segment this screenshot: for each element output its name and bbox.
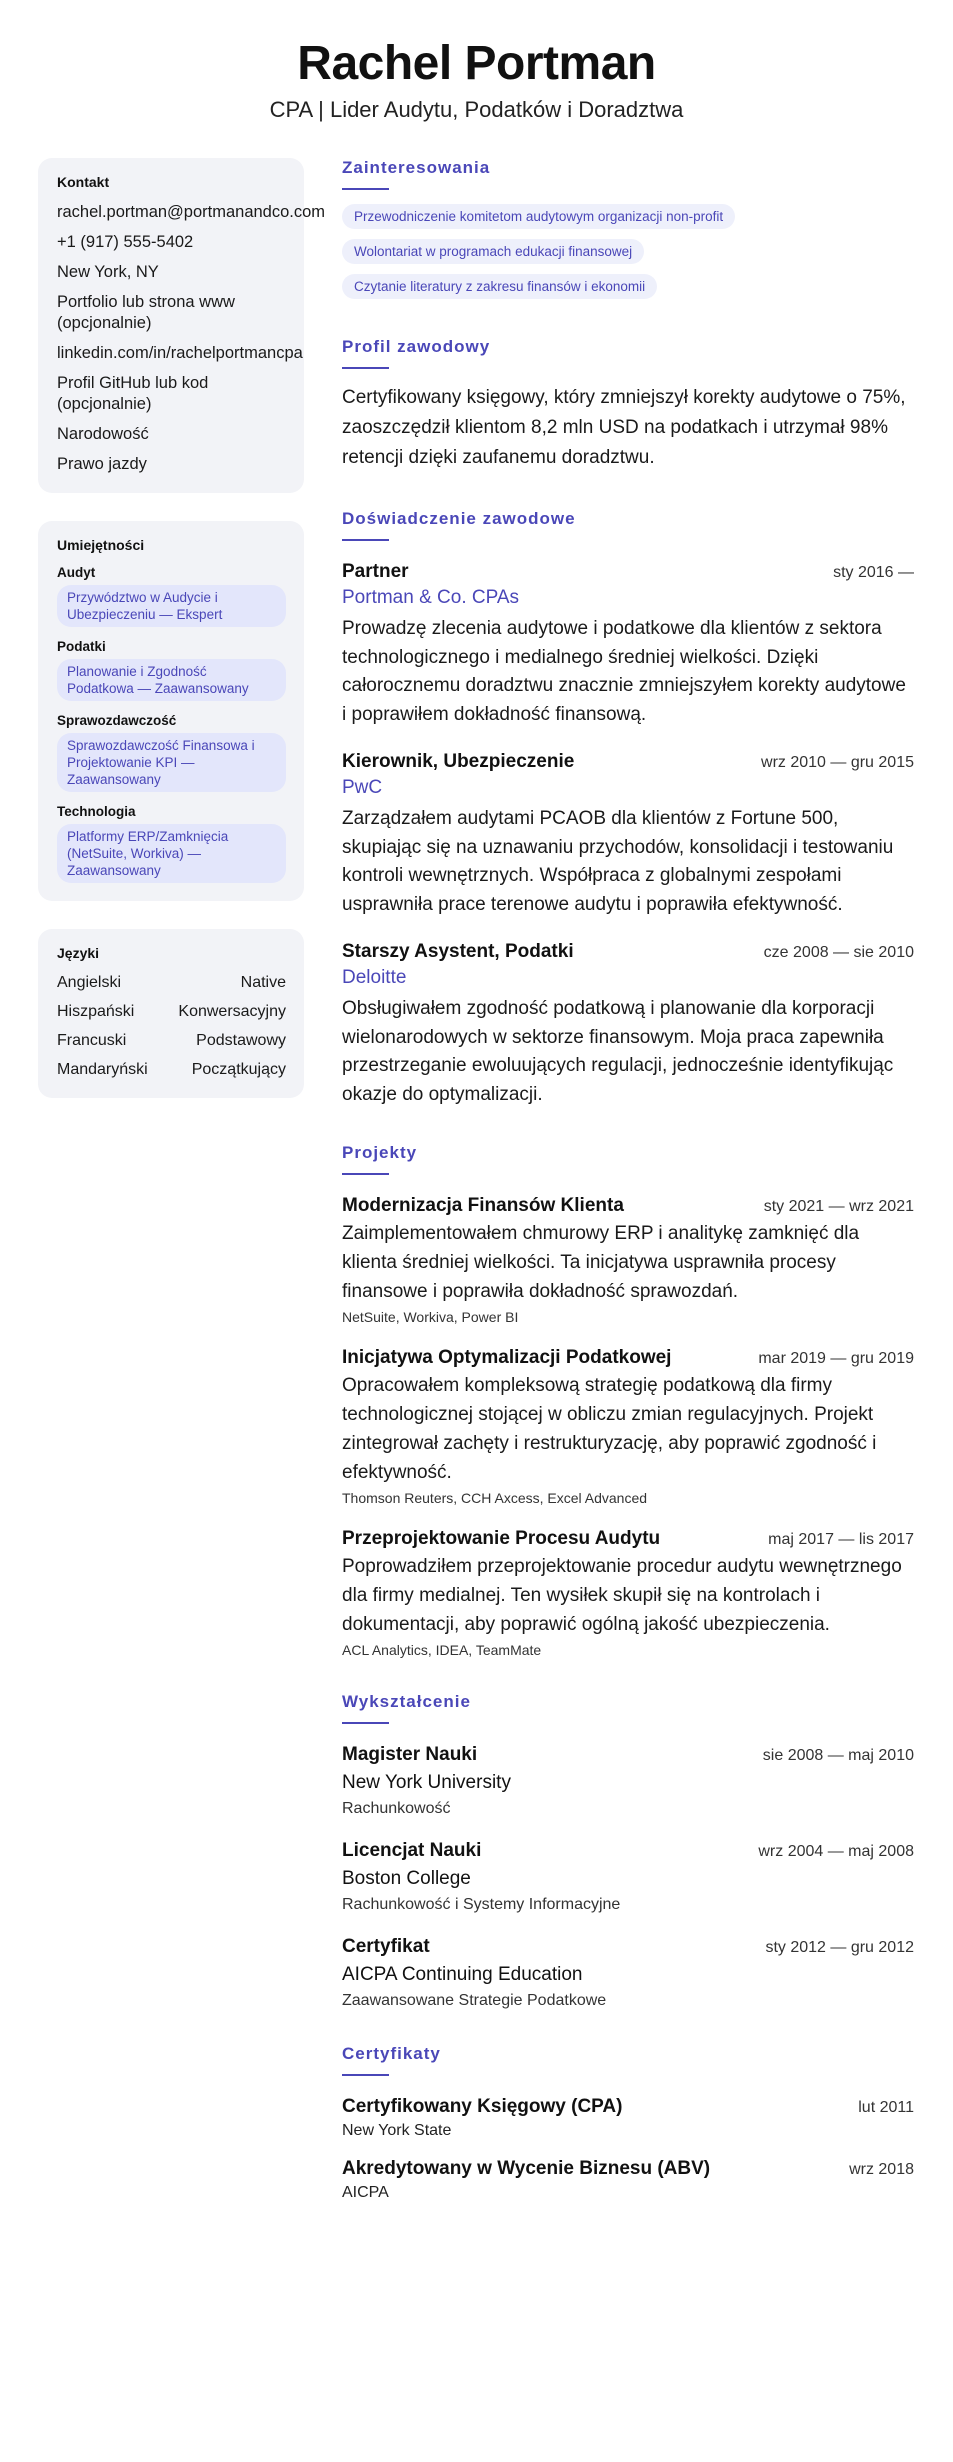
contact-heading: Kontakt	[57, 174, 110, 190]
project-dates: sty 2021 — wrz 2021	[763, 1198, 914, 1215]
job-title: Starszy Asystent, Podatki	[342, 941, 574, 962]
language-name: Angielski	[57, 974, 122, 991]
skills-heading: Umiejętności	[57, 537, 145, 553]
interest-tag: Wolontariat w programach edukacji finansowej	[342, 239, 644, 264]
job-company: PwC	[342, 777, 383, 798]
school-name: AICPA Continuing Education	[342, 1964, 583, 1985]
contact-portfolio[interactable]: Portfolio lub strona www (opcjonalnie)	[57, 293, 235, 332]
job-dates: wrz 2010 — gru 2015	[761, 754, 914, 771]
certification-date: wrz 2018	[849, 2161, 914, 2178]
degree-name: Certyfikat	[342, 1936, 430, 1957]
project-name: Modernizacja Finansów Klienta	[342, 1195, 624, 1216]
education-entry	[342, 1840, 914, 1914]
languages-heading: Języki	[57, 945, 100, 961]
experience-entry	[342, 751, 914, 919]
certification-entry	[342, 2096, 914, 2140]
language-level: Początkujący	[191, 1061, 286, 1078]
project-name: Inicjatywa Optymalizacji Podatkowej	[342, 1347, 672, 1368]
degree-name: Licencjat Nauki	[342, 1840, 482, 1861]
candidate-name: Rachel Portman	[297, 37, 656, 90]
profile-text: Certyfikowany księgowy, który zmniejszył korekty audytowe o 75%, zaoszczędził klientom 8,2 mln USD na podatkach i utrzymał 98% retencji dzięki zaufanemu doradztwu.	[342, 387, 906, 468]
section-divider	[342, 367, 389, 369]
language-level: Podstawowy	[196, 1032, 286, 1049]
skill-category: Podatki	[57, 639, 106, 654]
job-description: Obsługiwałem zgodność podatkową i planowanie dla korporacji wielonarodowych w sektorze finansowym. Moja praca zapewniła przestrzeganie ewoluujących regulacji, jednocześnie identyfikując okazje do optymalizacji.	[342, 998, 894, 1105]
language-row	[57, 973, 286, 993]
languages-card	[38, 929, 304, 1098]
project-dates: mar 2019 — gru 2019	[758, 1350, 914, 1367]
education-dates: sty 2012 — gru 2012	[765, 1939, 914, 1956]
contact-phone[interactable]: +1 (917) 555-5402	[57, 233, 194, 251]
project-dates: maj 2017 — lis 2017	[768, 1531, 914, 1548]
school-name: Boston College	[342, 1868, 471, 1889]
skill-group	[57, 713, 286, 792]
job-title: Kierownik, Ubezpieczenie	[342, 751, 575, 772]
project-tech: Thomson Reuters, CCH Axcess, Excel Advanced	[342, 1490, 648, 1506]
project-entry	[342, 1347, 914, 1506]
education-dates: wrz 2004 — maj 2008	[758, 1843, 914, 1860]
language-name: Hiszpański	[57, 1003, 135, 1020]
job-dates: sty 2016 —	[833, 564, 914, 581]
section-divider	[342, 188, 389, 190]
job-company: Portman & Co. CPAs	[342, 587, 520, 608]
contact-location: New York, NY	[57, 263, 159, 281]
contact-linkedin[interactable]: linkedin.com/in/rachelportmancpa	[57, 344, 303, 362]
project-description: Opracowałem kompleksową strategię podatkową dla firmy technologicznej stojącej w obliczu zmian regulacyjnych. Projekt zintegrował zachęty i restrukturyzację, aby poprawić zgodność i efektywność.	[342, 1375, 877, 1483]
education-section	[342, 1692, 914, 2010]
project-entry	[342, 1195, 914, 1325]
job-dates: cze 2008 — sie 2010	[763, 944, 914, 961]
education-entry	[342, 1744, 914, 1818]
project-entry	[342, 1528, 914, 1658]
sidebar	[38, 158, 326, 1126]
language-level: Native	[240, 974, 286, 991]
certification-entry	[342, 2158, 914, 2202]
section-divider	[342, 2074, 389, 2076]
certification-name: Akredytowany w Wycenie Biznesu (ABV)	[342, 2158, 711, 2179]
job-company: Deloitte	[342, 967, 407, 988]
section-divider	[342, 539, 389, 541]
section-title: Profil zawodowy	[342, 337, 491, 356]
skill-category: Audyt	[57, 565, 96, 580]
field-of-study: Zaawansowane Strategie Podatkowe	[342, 1992, 607, 2009]
language-row	[57, 1060, 286, 1080]
experience-section	[342, 509, 914, 1109]
resume-header	[0, 0, 953, 124]
project-tech: NetSuite, Workiva, Power BI	[342, 1309, 519, 1325]
language-level: Konwersacyjny	[178, 1003, 286, 1020]
project-description: Zaimplementowałem chmurowy ERP i analitykę zamknięć dla klienta średniej wielkości. Ta inicjatywa usprawniła procesy finansowe i poprawiła dokładność sprawozdań.	[342, 1223, 860, 1302]
contact-card	[38, 158, 326, 493]
experience-entry	[342, 561, 914, 729]
main-content	[342, 158, 914, 2236]
field-of-study: Rachunkowość	[342, 1800, 451, 1817]
skill-pill: Sprawozdawczość Finansowa i Projektowanie KPI — Zaawansowany	[57, 733, 286, 792]
school-name: New York University	[342, 1772, 511, 1793]
language-row	[57, 1002, 286, 1022]
skill-pill: Planowanie i Zgodność Podatkowa — Zaawansowany	[57, 659, 286, 701]
education-entry	[342, 1936, 914, 2010]
skill-group	[57, 804, 286, 883]
section-title: Wykształcenie	[342, 1692, 471, 1711]
projects-section	[342, 1143, 914, 1658]
interest-tag: Przewodniczenie komitetom audytowym organizacji non-profit	[342, 204, 735, 229]
contact-nationality: Narodowość	[57, 425, 149, 443]
skill-pill: Platformy ERP/Zamknięcia (NetSuite, Workiva) — Zaawansowany	[57, 824, 286, 883]
skill-pill: Przywództwo w Audycie i Ubezpieczeniu — Ekspert	[57, 585, 286, 627]
language-name: Mandaryński	[57, 1061, 148, 1078]
skills-card	[38, 521, 304, 901]
education-dates: sie 2008 — maj 2010	[762, 1747, 914, 1764]
certification-issuer: New York State	[342, 2122, 452, 2139]
section-title: Zainteresowania	[342, 158, 491, 177]
contact-email[interactable]: rachel.portman@portmanandco.com	[57, 203, 326, 221]
certification-date: lut 2011	[858, 2099, 914, 2116]
profile-section	[342, 337, 914, 473]
contact-license: Prawo jazdy	[57, 455, 147, 473]
candidate-subtitle: CPA | Lider Audytu, Podatków i Doradztwa	[269, 97, 684, 122]
certifications-section	[342, 2044, 914, 2202]
skill-group	[57, 565, 286, 627]
project-description: Poprowadziłem przeprojektowanie procedur audytu wewnętrznego dla firmy medialnej. Ten wysiłek skupił się na kontrolach i dokumentacji, aby poprawić ogólną jakość ubezpieczenia.	[342, 1556, 902, 1635]
interest-tag: Czytanie literatury z zakresu finansów i ekonomii	[342, 274, 657, 299]
experience-entry	[342, 941, 914, 1109]
job-description: Prowadzę zlecenia audytowe i podatkowe dla klientów z sektora technologicznego i medialnego średniej wielkości. Dzięki całorocznemu doradztwu znacznie zmniejszyłem korekty audytowe i poprawiłem dokładność finansową.	[342, 618, 906, 725]
section-title: Certyfikaty	[342, 2044, 441, 2063]
job-title: Partner	[342, 561, 409, 582]
skill-category: Technologia	[57, 804, 136, 819]
section-title: Doświadczenie zawodowe	[342, 509, 576, 528]
degree-name: Magister Nauki	[342, 1744, 478, 1765]
interests-section	[342, 158, 914, 309]
interest-tags	[342, 204, 914, 309]
skill-category: Sprawozdawczość	[57, 713, 177, 728]
contact-github[interactable]: Profil GitHub lub kod (opcjonalnie)	[57, 374, 209, 413]
job-description: Zarządzałem audytami PCAOB dla klientów z Fortune 500, skupiając się na uznawaniu przychodów, konsolidacji i testowaniu kontroli wewnętrznych. Współpraca z globalnymi zespołami usprawniła prace terenowe audytu i poprawiła efektywność.	[342, 808, 894, 915]
skill-group	[57, 639, 286, 701]
project-tech: ACL Analytics, IDEA, TeamMate	[342, 1642, 542, 1658]
project-name: Przeprojektowanie Procesu Audytu	[342, 1528, 661, 1549]
language-name: Francuski	[57, 1032, 127, 1049]
certification-issuer: AICPA	[342, 2184, 389, 2201]
certification-name: Certyfikowany Księgowy (CPA)	[342, 2096, 623, 2117]
field-of-study: Rachunkowość i Systemy Informacyjne	[342, 1896, 621, 1913]
section-divider	[342, 1173, 389, 1175]
language-row	[57, 1031, 286, 1051]
section-title: Projekty	[342, 1143, 418, 1162]
section-divider	[342, 1722, 389, 1724]
